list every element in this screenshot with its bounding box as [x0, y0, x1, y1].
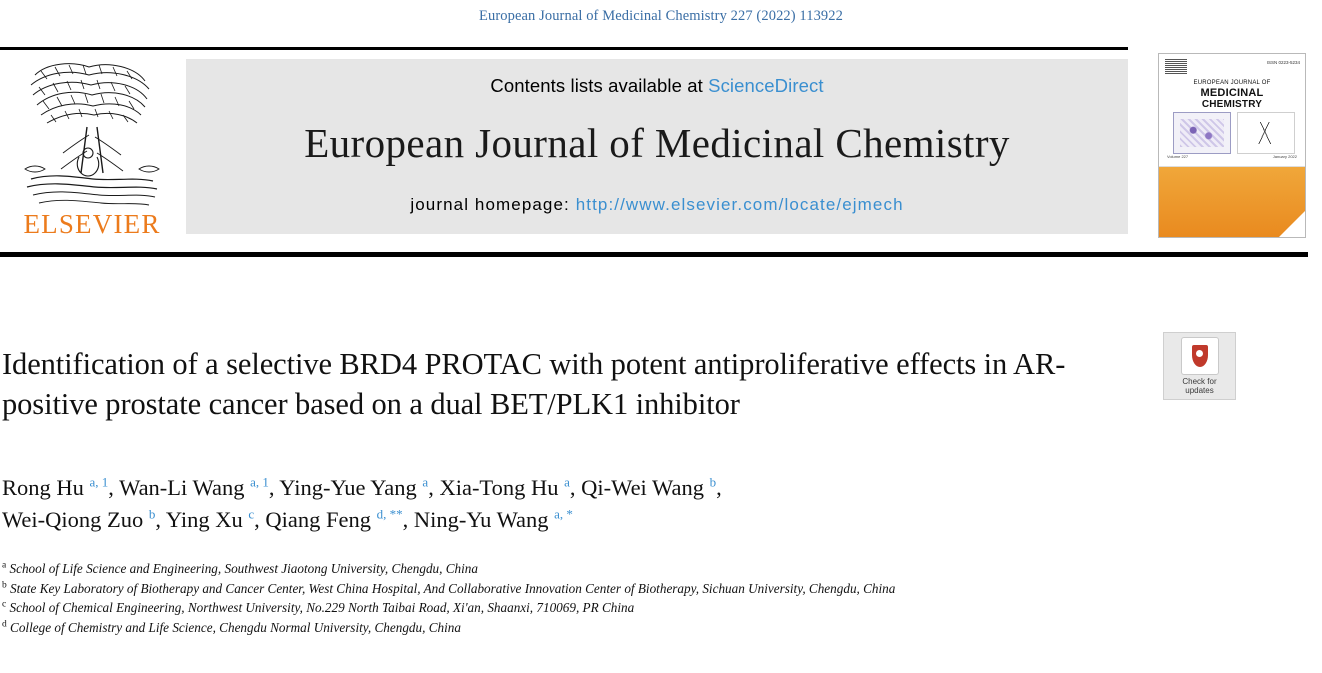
cover-issn: ISSN 0223-5234 [1266, 60, 1300, 65]
crossmark-label [1182, 377, 1216, 395]
affiliation-item [2, 560, 1162, 579]
affiliation-text: College of Chemistry and Life Science, Chengdu Normal University, Chengdu, China [10, 620, 461, 636]
cover-caption-right: January 2022 [1272, 154, 1297, 159]
sciencedirect-link[interactable]: ScienceDirect [708, 75, 824, 96]
contents-prefix: Contents lists available at [490, 75, 709, 96]
affiliation-mark: a [2, 560, 7, 571]
cover-top-area [1159, 54, 1305, 167]
affiliation-item [2, 619, 1162, 638]
homepage-prefix: journal homepage: [410, 195, 576, 214]
journal-band [186, 59, 1128, 234]
journal-masthead [0, 53, 1128, 238]
cover-title-line2: MEDICINAL [1200, 87, 1264, 99]
affiliation-mark: b [2, 580, 7, 591]
crossmark-label-line2: updates [1185, 386, 1214, 396]
cover-bottom-band [1159, 167, 1305, 237]
journal-homepage-link[interactable]: http://www.elsevier.com/locate/ejmech [575, 195, 904, 214]
affiliation-list [2, 560, 1162, 639]
crossmark-label-line1: Check for [1182, 377, 1217, 386]
affiliation-text: School of Life Science and Engineering, Southwest Jiaotong University, Chengdu, China [9, 561, 478, 576]
journal-cover-thumbnail[interactable] [1158, 53, 1306, 238]
cover-artwork-right [1237, 112, 1295, 154]
elsevier-logo [4, 53, 180, 238]
cover-corner-fold [1279, 211, 1305, 237]
masthead-bottom-rule [0, 252, 1308, 257]
page-title: Identification of a selective BRD4 PROTAC with potent antiproliferative effects in AR-positive prostate cancer based on a dual BET/PLK1 inhibitor [2, 347, 1066, 422]
journal-homepage-line [410, 195, 903, 215]
author-line-1: Rong Hu $^{a, 1}$, Wan-Li Wang $^{a, 1}$, Ying-Yue Yang $^a$, Xia-Tong Hu $^a$, Qi-Wei Wang $^b$, [2, 474, 722, 500]
running-head: European Journal of Medicinal Chemistry 227 (2022) 113922 [479, 8, 843, 24]
affiliation-mark: c [2, 600, 7, 611]
crossmark-badge[interactable] [1163, 332, 1236, 400]
cover-title-line1: EUROPEAN JOURNAL OF [1193, 80, 1271, 86]
affiliation-mark: d [2, 619, 7, 630]
cover-journal-title [1159, 80, 1305, 110]
affiliation-text: School of Chemical Engineering, Northwest University, No.229 North Taibai Road, Xi'an, Shaanxi, 710069, PR China [9, 600, 635, 616]
journal-title: European Journal of Medicinal Chemistry [304, 120, 1010, 166]
cover-caption [1167, 154, 1297, 159]
crossmark-shield-icon [1181, 337, 1219, 375]
contents-line [490, 75, 823, 97]
affiliation-item [2, 599, 1162, 618]
author-list [2, 472, 1132, 536]
elsevier-tree-icon [17, 57, 167, 209]
cover-artwork-left [1173, 112, 1231, 154]
elsevier-wordmark: ELSEVIER [23, 209, 161, 239]
author-line-2: Wei-Qiong Zuo $^b$, Ying Xu $^c$, Qiang Feng $^{d, **}$, Ning-Yu Wang $^{a, *}$ [2, 506, 573, 532]
masthead-top-rule [0, 47, 1128, 50]
affiliation-item [2, 580, 1162, 599]
cover-barcode-icon [1165, 59, 1187, 75]
affiliation-text: State Key Laboratory of Biotherapy and Cancer Center, West China Hospital, And Collaborative Innovation Center of Biotherapy, Sichuan University, Chengdu, China [10, 580, 896, 596]
cover-title-line3: CHEMISTRY [1201, 99, 1263, 110]
cover-caption-left: Volume 227 [1167, 154, 1189, 159]
